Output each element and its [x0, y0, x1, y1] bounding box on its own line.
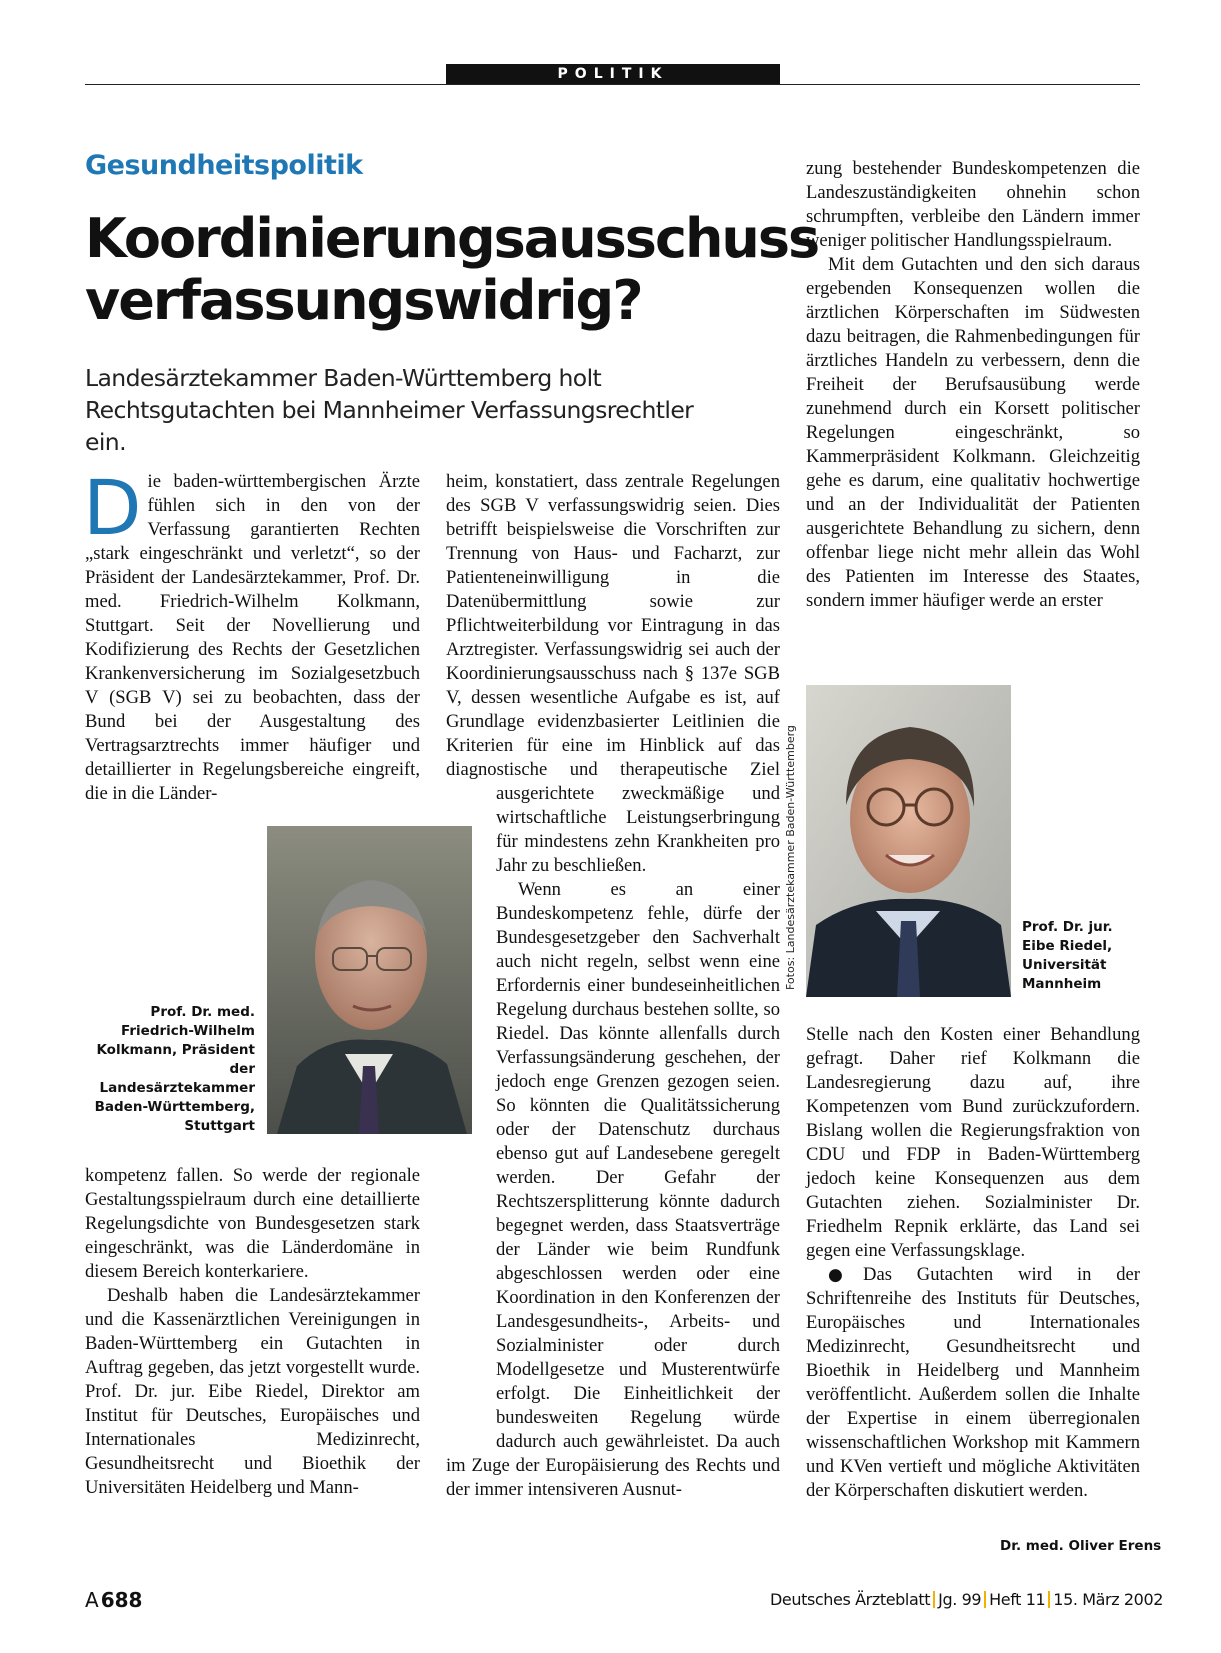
- top-rule: [85, 84, 1140, 85]
- journal-date: 15. März 2002: [1053, 1590, 1164, 1609]
- column-1-top: [83, 463, 420, 806]
- column-1-bottom: [85, 1164, 420, 1500]
- paragraph: Stelle nach den Kosten einer Behandlung gefragt. Daher rief Kolkmann die Landesregierung dazu auf, ihre Kompetenzen vom Bund zurückzufordern. Bislang wollen die Regierungsfraktion von CDU und FDP in Baden-Württemberg jedoch keine Konsequenzen aus dem Gutachten ziehen. Sozialminister Dr. Friedhelm Repnik erklärte, das Land sei gegen eine Verfassungsklage.: [806, 1024, 1140, 1261]
- journal-name: Deutsches Ärzteblatt: [770, 1590, 931, 1609]
- section-banner: POLITIK: [446, 64, 780, 84]
- photo-kolkmann: [267, 826, 472, 1134]
- photo-riedel: [806, 685, 1011, 997]
- portrait-kolkmann-image: [267, 826, 472, 1134]
- paragraph: zung bestehender Bundeskompetenzen die Landeszuständigkeiten ohnehin schon schrumpften, verbleibe den Ländern immer weniger politischer Handlungsspielraum.: [806, 158, 1140, 251]
- column-1-top-text: ie baden-württembergischen Ärzte fühlen sich in den von der Verfassung garantierten Rechten „stark eingeschränkt und verletzt“, so der Präsident der Landesärztekammer, Prof. Dr. med. Friedrich-Wilhelm Kolkmann, Stuttgart. Seit der Novellierung und Kodifizierung des Rechts der Gesetzlichen Krankenversicherung im Sozialgesetzbuch V (SGB V) sei zu beobachten, dass der Bund bei der Ausgestaltung des Vertragsarztrechts immer häufiger und detaillierter in Regelungsbereiche eingreift, die in die Länder-: [85, 471, 420, 804]
- page-prefix: A: [85, 1588, 99, 1612]
- column-2: [446, 470, 780, 1502]
- photo-credit: Fotos: Landesärztekammer Baden-Württemberg: [784, 725, 797, 990]
- footer-separator: [933, 1591, 935, 1608]
- end-bullet: ●: [828, 1265, 864, 1285]
- paragraph: kompetenz fallen. So werde der regionale Gestaltungsspielraum durch eine detaillierte Regelungsdichte von Bundesgesetzen stark eingeschränkt, was die Länderdomäne in diesem Bereich konterkariere.: [85, 1165, 420, 1282]
- article-deck: Landesärztekammer Baden-Württemberg holt Rechtsgutachten bei Mannheimer Verfassungsrechtler ein.: [85, 364, 694, 456]
- footer-separator: [1048, 1591, 1050, 1608]
- journal-issue: Heft 11: [989, 1590, 1046, 1609]
- paragraph: Das Gutachten wird in der Schriftenreihe des Instituts für Deutsches, Europäisches und Internationales Medizinrecht, Gesundheitsrecht und Bioethik in Heidelberg und Mannheim veröffentlicht. Außerdem sollen die Inhalte der Expertise in einem überregionalen wissenschaftlichen Workshop mit Kammern und KVen vertieft und mögliche Aktivitäten der Körperschaften diskutiert werden.: [806, 1264, 1140, 1501]
- article-headline: Koordinierungsausschuss verfassungswidrig?: [85, 207, 819, 332]
- photo-riedel-caption: Prof. Dr. jur. Eibe Riedel, Universität Mannheim: [1022, 919, 1113, 992]
- drop-cap: D: [83, 463, 142, 552]
- author-byline: Dr. med. Oliver Erens: [1000, 1538, 1162, 1554]
- article-kicker: Gesundheitspolitik: [85, 150, 363, 181]
- portrait-riedel-image: [806, 685, 1011, 997]
- paragraph: heim, konstatiert, dass zentrale Regelungen des SGB V verfassungswidrig seien. Dies betrifft beispielsweise die Vorschriften zur Trennung von Haus- und Facharzt, zur Patienteneinwilligung in die Datenübermittlung sowie zur Pflichtweiterbildung vor Eintragung in das Arztregister. Verfassungswidrig sei auch der Koordinierungsausschuss nach § 137e SGB V, dessen wesentliche Aufgabe es ist, auf Grundlage evidenzbasierter Leitlinien die Kriterien für eine im Hinblick auf das diagnostische und therapeutische Ziel ausgerichtete zweckmäßige und wirtschaftliche Leistungserbringung für mindestens zehn Krankheiten pro Jahr zu beschließen.: [446, 471, 780, 876]
- page-number: [85, 1588, 142, 1612]
- journal-volume: Jg. 99: [938, 1590, 982, 1609]
- paragraph: Mit dem Gutachten und den sich daraus ergebenden Konsequenzen wollen die ärztlichen Körperschaften im Südwesten dazu beitragen, die Rahmenbedingungen für ärztliches Handeln zu verbessern, denn die Freiheit der Berufsausübung werde zunehmend durch ein Korsett politischer Regelungen eingeschränkt, so Kammerpräsident Kolkmann. Gleichzeitig gehe es darum, eine qualitativ hochwertige und an der Individualität der Patienten ausgerichtete Behandlung zu sichern, denn offenbar liege nicht mehr allein das Wohl des Patienten im Interesse des Staates, sondern immer häufiger werde an erster: [806, 254, 1140, 611]
- column-3-top: [806, 157, 1140, 613]
- photo-kolkmann-caption: Prof. Dr. med. Friedrich-Wilhelm Kolkmann, Präsident der Landesärztekammer Baden-Württemberg, Stuttgart: [94, 1004, 255, 1134]
- footer-journal-info: [770, 1590, 1164, 1609]
- column-3-bottom: [806, 1023, 1140, 1503]
- paragraph: Wenn es an einer Bundeskompetenz fehle, dürfe der Bundesgesetzgeber den Sachverhalt auch nicht regeln, selbst wenn eine Erfordernis einer bundeseinheitlichen Regelung durchaus bestehen sollte, so Riedel. Das könnte allenfalls durch Verfassungsänderung geschehen, der jedoch enge Grenzen gezogen seien. So könnten die Qualitätssicherung oder der Datenschutz durchaus ebenso gut auf Landesebene geregelt werden. Der Gefahr der Rechtszersplitterung könnte dadurch begegnet werden, dass Staatsverträge der Länder wie beim Rundfunk abgeschlossen werden oder eine Koordination in den Konferenzen der Landesgesundheits-, Arbeits- und Sozialminister oder durch Modellgesetze und Musterentwürfe erfolgt. Die Einheitlichkeit der bundesweiten Regelung würde dadurch auch gewährleistet. Da auch im Zuge der Europäisierung des Rechts und der immer intensiveren Ausnut-: [446, 879, 780, 1500]
- page-number-value: 688: [100, 1588, 143, 1612]
- paragraph: Deshalb haben die Landesärztekammer und die Kassenärztlichen Vereinigungen in Baden-Württemberg ein Gutachten in Auftrag gegeben, das jetzt vorgestellt wurde. Prof. Dr. jur. Eibe Riedel, Direktor am Institut für Deutsches, Europäisches und Internationales Medizinrecht, Gesundheitsrecht und Bioethik der Universitäten Heidelberg und Mann-: [85, 1285, 420, 1498]
- footer-separator: [984, 1591, 986, 1608]
